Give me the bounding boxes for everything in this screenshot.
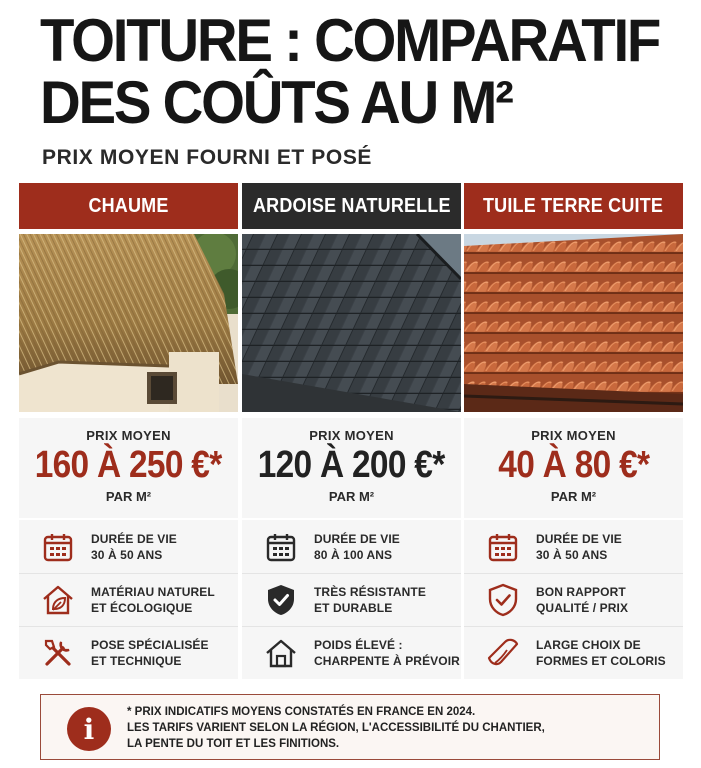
column-header-label: TUILE TERRE CUITE <box>483 194 664 217</box>
column-header <box>464 183 683 229</box>
clay-tile-roof-photo <box>464 234 683 412</box>
price-box <box>19 418 238 518</box>
column-header <box>242 183 461 229</box>
feature-item <box>242 520 461 573</box>
price-label: PRIX MOYEN <box>531 428 616 443</box>
thatch-roof-photo <box>19 234 238 412</box>
features-list <box>464 520 683 679</box>
feature-item <box>19 520 238 573</box>
tools-icon <box>39 634 77 672</box>
features-list <box>19 520 238 679</box>
feature-text: DURÉE DE VIE 30 À 50 ANS <box>536 531 622 562</box>
calendar-icon <box>484 528 522 566</box>
feature-item <box>242 626 461 679</box>
footnote-text: * PRIX INDICATIFS MOYENS CONSTATÉS EN FRANCE EN 2024. LES TARIFS VARIENT SELON LA RÉGION, L'ACCESSIBILITÉ DU CHANTIER, LA PENTE DU TOIT ET LES FINITIONS. <box>127 706 545 750</box>
footnote-box <box>40 694 660 760</box>
tile-icon <box>484 634 522 672</box>
column-header-label: CHAUME <box>88 194 169 217</box>
price-unit: PAR M² <box>550 489 597 504</box>
column-header-label: ARDOISE NATURELLE <box>252 194 451 217</box>
calendar-icon <box>262 528 300 566</box>
page-title <box>40 7 660 136</box>
features-list <box>242 520 461 679</box>
price-value: 120 À 200 €* <box>258 444 445 486</box>
feature-text: DURÉE DE VIE 30 À 50 ANS <box>91 531 177 562</box>
info-icon: i <box>67 707 111 751</box>
page-title-line-1: TOITURE : COMPARATIF <box>40 7 660 74</box>
price-box <box>464 418 683 518</box>
feature-item <box>464 626 683 679</box>
calendar-icon <box>39 528 77 566</box>
feature-text: DURÉE DE VIE 80 À 100 ANS <box>314 531 400 562</box>
page-subtitle: PRIX MOYEN FOURNI ET POSÉ <box>42 146 373 169</box>
price-value: 160 À 250 €* <box>35 444 222 486</box>
feature-item <box>19 573 238 626</box>
house-icon <box>262 634 300 672</box>
shield-check-outline-icon <box>484 581 522 619</box>
price-value: 40 À 80 €* <box>497 444 649 486</box>
page-title-line-2: DES COÛTS AU M² <box>40 69 512 136</box>
eco-house-icon <box>39 581 77 619</box>
feature-item <box>19 626 238 679</box>
feature-text: POSE SPÉCIALISÉE ET TECHNIQUE <box>91 638 209 668</box>
slate-roof-photo <box>242 234 461 412</box>
column-tuile <box>464 183 683 679</box>
price-label: PRIX MOYEN <box>309 428 394 443</box>
feature-text: TRÈS RÉSISTANTE ET DURABLE <box>314 585 426 615</box>
price-unit: PAR M² <box>105 489 152 504</box>
feature-item <box>464 520 683 573</box>
column-header <box>19 183 238 229</box>
price-label: PRIX MOYEN <box>86 428 171 443</box>
price-box <box>242 418 461 518</box>
feature-item <box>464 573 683 626</box>
price-unit: PAR M² <box>328 489 375 504</box>
feature-text: MATÉRIAU NATUREL ET ÉCOLOGIQUE <box>91 585 215 615</box>
feature-item <box>242 573 461 626</box>
feature-text: LARGE CHOIX DE FORMES ET COLORIS <box>536 638 666 668</box>
shield-check-icon <box>262 581 300 619</box>
column-chaume <box>19 183 238 679</box>
feature-text: BON RAPPORT QUALITÉ / PRIX <box>536 585 629 615</box>
feature-text: POIDS ÉLEVÉ : CHARPENTE À PRÉVOIR <box>314 638 460 668</box>
column-ardoise <box>242 183 461 679</box>
